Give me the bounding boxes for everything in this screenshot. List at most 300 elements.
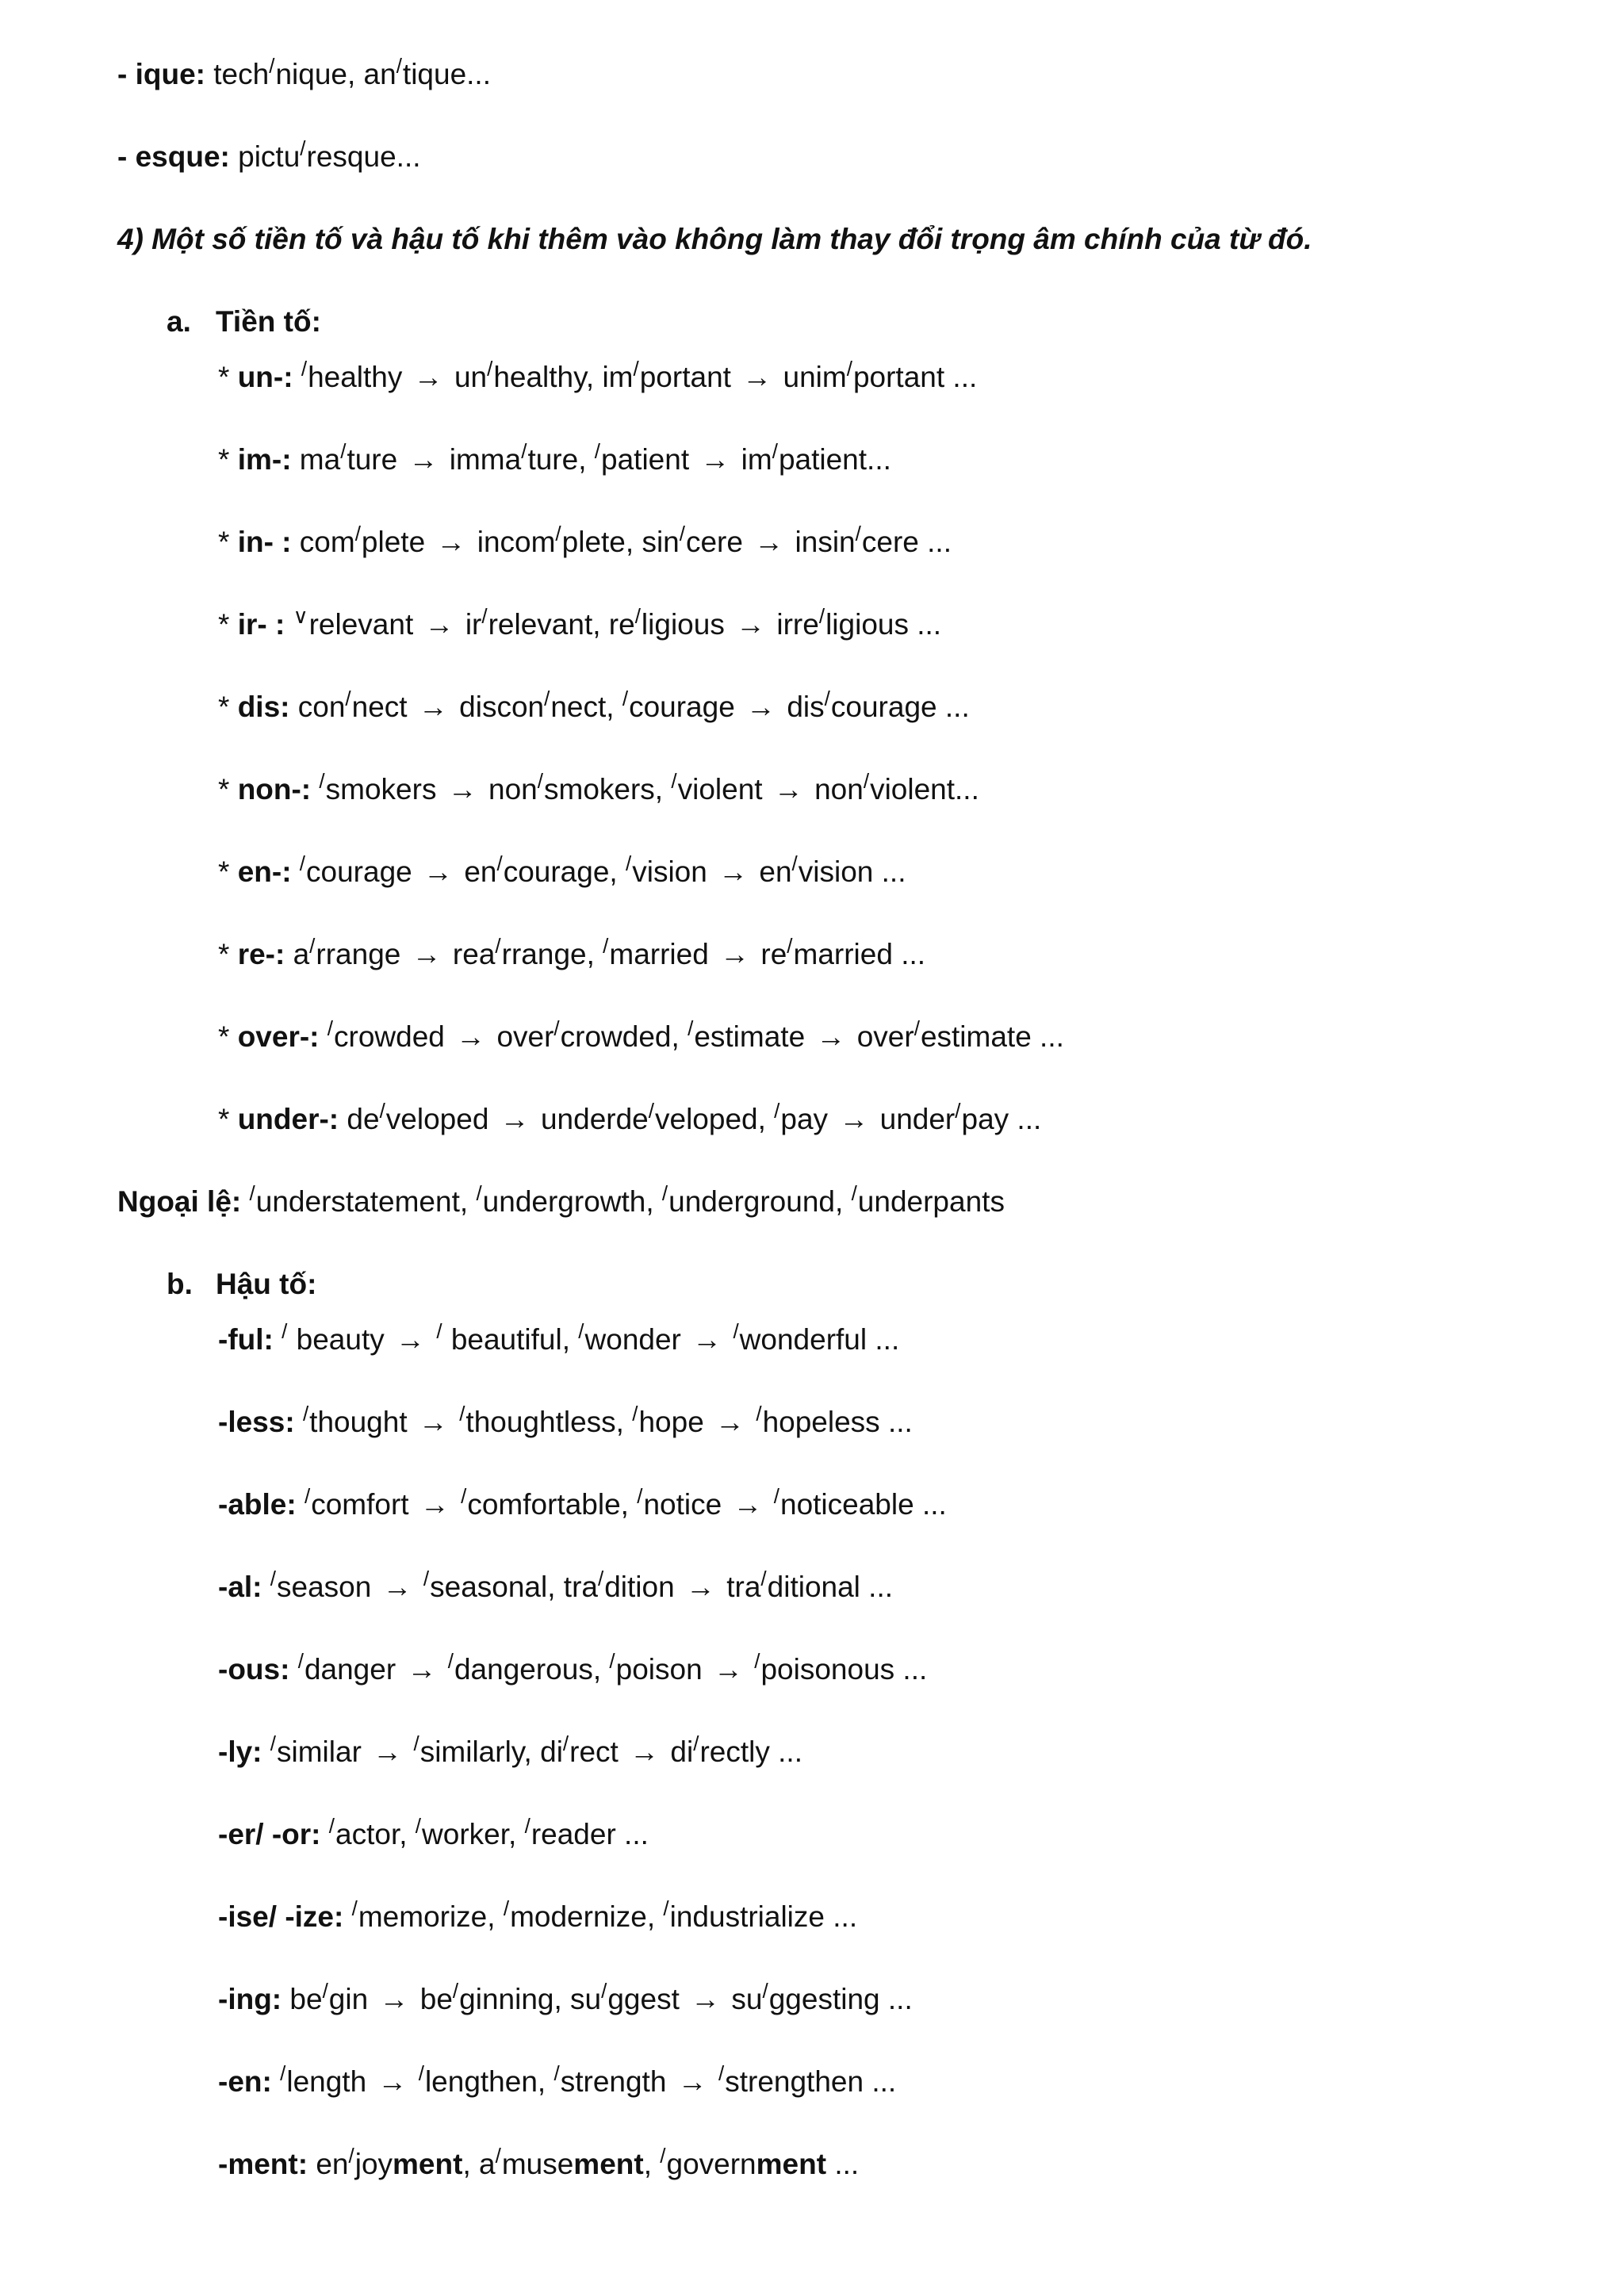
stress-mark-icon: /: [594, 439, 601, 463]
text: re: [760, 938, 787, 970]
stress-mark-icon: /: [524, 1814, 530, 1838]
text: portant: [639, 361, 731, 393]
bold-text: ment: [756, 2148, 827, 2180]
stress-mark-icon: /: [597, 1567, 604, 1590]
stress-mark-icon: /: [351, 1896, 358, 1920]
arrow-icon: →: [711, 938, 758, 970]
bold-text: Ngoại lệ:: [117, 1185, 242, 1218]
bold-text: in- :: [237, 526, 292, 558]
arrow-icon: →: [745, 526, 792, 558]
text: notice: [643, 1488, 722, 1521]
text: plete: [361, 526, 426, 558]
stress-mark-icon: /: [537, 769, 543, 793]
suffix-al: [218, 1568, 893, 1609]
text: poison: [615, 1653, 703, 1686]
bold-text: ir- :: [237, 608, 285, 641]
bold-text: Hậu tố:: [216, 1268, 317, 1300]
text: cere: [685, 526, 743, 558]
stress-mark-icon: /: [622, 687, 629, 710]
text: [285, 608, 293, 641]
text: crowded: [334, 1020, 445, 1053]
stress-mark-icon: /: [304, 1484, 311, 1508]
stress-mark-icon: /: [302, 1402, 309, 1425]
text: rect: [569, 1735, 619, 1768]
text: de: [339, 1103, 380, 1135]
arrow-icon: →: [831, 1103, 877, 1135]
text: beautiful,: [442, 1323, 579, 1356]
text: *: [218, 855, 238, 888]
arrow-icon: →: [765, 773, 812, 806]
arrow-icon: →: [682, 1983, 729, 2015]
bold-text: en-:: [237, 855, 292, 888]
stress-mark-icon: /: [679, 522, 685, 545]
text: estimate ...: [920, 1020, 1064, 1053]
arrow-icon: →: [416, 608, 462, 641]
arrow-icon: →: [410, 691, 457, 723]
text: under: [879, 1103, 956, 1135]
text: nect: [351, 691, 408, 723]
bold-text: -ful:: [218, 1323, 274, 1356]
text: *: [218, 526, 238, 558]
text: healthy: [308, 361, 403, 393]
arrow-icon: →: [733, 361, 780, 393]
text: con: [289, 691, 346, 723]
text: *: [218, 773, 238, 806]
stress-mark-icon: /: [544, 687, 550, 710]
stress-mark-icon: /: [495, 934, 501, 958]
prefix-over: [218, 1018, 1064, 1058]
bold-text: -er/ -or:: [218, 1818, 321, 1850]
stress-mark-icon: /: [661, 1181, 668, 1205]
text: rea: [452, 938, 496, 970]
exceptions: [117, 1183, 1005, 1223]
bold-text: -able:: [218, 1488, 297, 1521]
stress-mark-icon: /: [319, 769, 325, 793]
text: cere ...: [861, 526, 952, 558]
text: plete, sin: [561, 526, 680, 558]
list-label: b.: [167, 1268, 193, 1300]
text: [289, 1653, 297, 1686]
suffix-ment: [218, 2145, 859, 2186]
stress-mark-icon: /: [855, 522, 861, 545]
stress-mark-icon: /: [459, 1402, 465, 1425]
text: courage ...: [830, 691, 970, 723]
text: poisonous ...: [760, 1653, 928, 1686]
text: strength: [560, 2065, 667, 2098]
text: [321, 1818, 329, 1850]
stress-mark-icon: /: [322, 1979, 328, 2003]
text: underde: [540, 1103, 649, 1135]
stress-mark-icon: /: [718, 2061, 725, 2085]
arrow-icon: →: [439, 773, 486, 806]
stress-mark-icon: /: [851, 1181, 857, 1205]
text: hope: [638, 1406, 704, 1438]
text: ligious ...: [825, 608, 942, 641]
stress-mark-icon: /: [787, 934, 793, 958]
bold-text: ment: [573, 2148, 644, 2180]
arrow-icon: →: [447, 1020, 494, 1053]
text: undergrowth,: [482, 1185, 662, 1218]
stress-mark-icon: /: [762, 1979, 768, 2003]
text: underground,: [668, 1185, 852, 1218]
text: [343, 1900, 351, 1933]
text: violent...: [870, 773, 979, 806]
text: comfort: [311, 1488, 409, 1521]
bold-text: -en:: [218, 2065, 272, 2098]
bold-text: over-:: [237, 1020, 320, 1053]
prefix-in: [218, 523, 952, 564]
prefix-dis: [218, 688, 970, 729]
text: be: [282, 1983, 323, 2015]
stress-mark-icon: /: [754, 1649, 760, 1673]
text: married: [609, 938, 709, 970]
text: [295, 1406, 303, 1438]
text: *: [218, 443, 238, 476]
suffix-ous: [218, 1651, 927, 1691]
arrow-icon: →: [710, 855, 756, 888]
text: [320, 1020, 327, 1053]
text: ture,: [527, 443, 595, 476]
arrow-icon: →: [725, 1488, 771, 1521]
prefix-under: [218, 1100, 1041, 1141]
arrow-icon: →: [428, 526, 474, 558]
text: pictu: [229, 140, 301, 173]
stress-mark-icon: /: [345, 687, 351, 710]
text: courage,: [503, 855, 626, 888]
stress-mark-icon: /: [791, 851, 798, 875]
suffix-ing: [218, 1980, 913, 2021]
text: incom: [477, 526, 556, 558]
text: ggest: [607, 1983, 680, 2015]
text: danger: [304, 1653, 396, 1686]
suffix-ful: [218, 1321, 899, 1361]
stress-mark-icon: /: [481, 604, 488, 628]
stress-mark-icon: /: [601, 1979, 607, 2003]
prefix-heading: [167, 303, 321, 341]
stress-mark-icon: /: [660, 2144, 666, 2168]
esque-rule: [117, 138, 421, 178]
text: noticeable ...: [780, 1488, 947, 1521]
stress-mark-icon: /: [249, 1181, 255, 1205]
text: [293, 361, 301, 393]
stress-mark-icon: /: [280, 2061, 286, 2085]
text: season: [277, 1571, 372, 1603]
text: tech: [205, 58, 270, 90]
text: imma: [449, 443, 522, 476]
text: vision: [632, 855, 707, 888]
text: joy: [354, 2148, 393, 2180]
stress-mark-icon: /: [348, 2144, 354, 2168]
text: pay ...: [961, 1103, 1042, 1135]
text: thought: [309, 1406, 408, 1438]
stress-mark-icon: /: [693, 1732, 699, 1755]
stress-mark-icon: /: [555, 522, 561, 545]
text: tique...: [402, 58, 491, 90]
stress-mark-icon: /: [774, 1099, 780, 1123]
stress-mark-icon: /: [603, 934, 609, 958]
text: patient: [601, 443, 690, 476]
text: strengthen ...: [725, 2065, 897, 2098]
arrow-icon: →: [399, 1653, 445, 1686]
bold-text: under-:: [237, 1103, 339, 1135]
prefix-non: [218, 771, 979, 811]
arrow-icon: →: [669, 2065, 715, 2098]
text: *: [218, 1020, 238, 1053]
arrow-icon: →: [707, 1406, 753, 1438]
text: pay: [780, 1103, 829, 1135]
text: *: [218, 608, 238, 641]
text: ,: [643, 2148, 661, 2180]
bold-text: -ment:: [218, 2148, 308, 2180]
text: crowded,: [560, 1020, 688, 1053]
stress-mark-icon: /: [863, 769, 870, 793]
suffix-heading: [167, 1265, 316, 1303]
text: worker,: [422, 1818, 525, 1850]
arrow-icon: →: [677, 1571, 724, 1603]
arrow-icon: →: [374, 1571, 420, 1603]
text: veloped,: [655, 1103, 775, 1135]
text: underpants: [857, 1185, 1005, 1218]
text: non: [814, 773, 864, 806]
suffix-ly: [218, 1733, 802, 1774]
stress-mark-icon: /: [609, 1649, 615, 1673]
arrow-icon: →: [370, 2065, 416, 2098]
bold-text: -ous:: [218, 1653, 290, 1686]
stress-mark-icon: /: [297, 1649, 304, 1673]
text: non: [488, 773, 538, 806]
bold-text: dis:: [237, 691, 290, 723]
stress-mark-icon: /: [824, 687, 830, 710]
text: relevant: [308, 608, 414, 641]
stress-mark-icon: /: [487, 357, 493, 381]
stress-mark-icon: /: [301, 357, 308, 381]
text: govern: [666, 2148, 756, 2180]
text: wonder: [584, 1323, 681, 1356]
prefix-en: [218, 853, 906, 894]
section-heading-text: 4) Một số tiền tố và hậu tố khi thêm vào không làm thay đổi trọng âm chính của từ đó.: [117, 223, 1312, 255]
text: *: [218, 938, 238, 970]
text: estimate: [694, 1020, 806, 1053]
text: com: [291, 526, 355, 558]
bold-text: -ly:: [218, 1735, 262, 1768]
text: married ...: [793, 938, 926, 970]
text: ir: [465, 608, 482, 641]
text: hopeless ...: [762, 1406, 913, 1438]
text: smokers: [325, 773, 437, 806]
text: , a: [462, 2148, 496, 2180]
stress-mark-icon: /: [773, 1484, 779, 1508]
stress-mark-variant-icon: ∨: [293, 604, 308, 628]
stress-mark-icon: /: [955, 1099, 961, 1123]
text: di: [670, 1735, 694, 1768]
text: seasonal, tra: [430, 1571, 598, 1603]
text: similarly, di: [419, 1735, 563, 1768]
text: lengthen,: [424, 2065, 554, 2098]
text: en: [759, 855, 792, 888]
ique-rule: [117, 55, 491, 96]
stress-mark-icon: /: [299, 851, 306, 875]
stress-mark-icon: /: [495, 2144, 501, 2168]
arrow-icon: →: [412, 1488, 458, 1521]
bold-text: im-:: [237, 443, 292, 476]
stress-mark-icon: /: [300, 136, 306, 160]
stress-mark-icon: /: [452, 1979, 459, 2003]
text: comfortable,: [467, 1488, 638, 1521]
stress-mark-icon: /: [818, 604, 825, 628]
arrow-icon: →: [387, 1323, 434, 1356]
bold-text: - esque:: [117, 140, 230, 173]
suffix-en: [218, 2063, 896, 2103]
stress-mark-icon: /: [309, 934, 316, 958]
stress-mark-icon: /: [632, 1402, 638, 1425]
prefix-re: [218, 936, 925, 976]
stress-mark-icon: /: [282, 1319, 288, 1343]
text: reader ...: [530, 1818, 649, 1850]
text: healthy, im: [493, 361, 634, 393]
stress-mark-icon: /: [625, 851, 632, 875]
stress-mark-icon: /: [496, 851, 503, 875]
stress-mark-icon: /: [340, 439, 347, 463]
suffix-er-or: [218, 1816, 649, 1856]
text: [262, 1571, 270, 1603]
text: industrialize ...: [669, 1900, 858, 1933]
text: [272, 2065, 280, 2098]
suffix-less: [218, 1403, 913, 1444]
stress-mark-icon: /: [327, 1016, 334, 1040]
arrow-icon: →: [705, 1653, 752, 1686]
bold-text: -ise/ -ize:: [218, 1900, 344, 1933]
prefix-ir: [218, 606, 941, 646]
text: dition: [604, 1571, 675, 1603]
text: understatement,: [255, 1185, 477, 1218]
text: *: [218, 1103, 238, 1135]
text: rrange: [316, 938, 401, 970]
arrow-icon: →: [400, 443, 446, 476]
stress-mark-icon: /: [637, 1484, 643, 1508]
text: [241, 1185, 249, 1218]
stress-mark-icon: /: [846, 357, 852, 381]
text: [311, 773, 319, 806]
text: length: [286, 2065, 367, 2098]
arrow-icon: →: [621, 1735, 668, 1768]
text: un: [454, 361, 488, 393]
text: nect,: [550, 691, 622, 723]
text: ma: [291, 443, 341, 476]
text: ligious: [641, 608, 725, 641]
text: ...: [826, 2148, 860, 2180]
stress-mark-icon: /: [461, 1484, 467, 1508]
text: beauty: [288, 1323, 385, 1356]
stress-mark-icon: /: [578, 1319, 584, 1343]
text: resque...: [306, 140, 421, 173]
list-label: a.: [167, 305, 191, 338]
stress-mark-icon: /: [270, 1567, 277, 1590]
text: gin: [328, 1983, 369, 2015]
arrow-icon: →: [415, 855, 462, 888]
text: wonderful ...: [739, 1323, 900, 1356]
text: vision ...: [798, 855, 906, 888]
arrow-icon: →: [405, 361, 451, 393]
stress-mark-icon: /: [521, 439, 527, 463]
text: ginning, su: [459, 1983, 602, 2015]
text: nique, an: [275, 58, 396, 90]
stress-mark-icon: /: [671, 769, 677, 793]
text: dangerous,: [454, 1653, 610, 1686]
bold-text: non-:: [237, 773, 312, 806]
stress-mark-icon: /: [648, 1099, 654, 1123]
bold-text: Tiền tố:: [216, 305, 321, 338]
bold-text: un-:: [237, 361, 293, 393]
stress-mark-icon: /: [772, 439, 778, 463]
text: en: [464, 855, 497, 888]
text: a: [285, 938, 310, 970]
arrow-icon: →: [404, 938, 450, 970]
stress-mark-icon: /: [756, 1402, 762, 1425]
stress-mark-icon: /: [688, 1016, 694, 1040]
text: courage: [629, 691, 735, 723]
text: im: [741, 443, 772, 476]
text: insin: [795, 526, 856, 558]
bold-text: -al:: [218, 1571, 262, 1603]
stress-mark-icon: /: [503, 1896, 510, 1920]
suffix-able: [218, 1486, 947, 1526]
text: violent: [677, 773, 763, 806]
stress-mark-icon: /: [415, 1814, 422, 1838]
text: discon: [459, 691, 545, 723]
stress-mark-icon: /: [379, 1099, 385, 1123]
arrow-icon: →: [808, 1020, 854, 1053]
text: be: [419, 1983, 453, 2015]
stress-mark-icon: /: [633, 357, 639, 381]
stress-mark-icon: /: [914, 1016, 920, 1040]
stress-mark-icon: /: [760, 1567, 767, 1590]
text: *: [218, 691, 238, 723]
arrow-icon: →: [371, 1983, 417, 2015]
stress-mark-icon: /: [733, 1319, 739, 1343]
stress-mark-icon: /: [413, 1732, 419, 1755]
text: courage: [306, 855, 412, 888]
text: portant ...: [852, 361, 978, 393]
arrow-icon: →: [692, 443, 738, 476]
text: smokers,: [544, 773, 672, 806]
text: veloped: [385, 1103, 489, 1135]
bold-text: ment: [393, 2148, 463, 2180]
text: muse: [501, 2148, 574, 2180]
stress-mark-icon: /: [269, 54, 275, 78]
stress-mark-icon: /: [447, 1649, 454, 1673]
bold-text: re-:: [237, 938, 285, 970]
stress-mark-icon: /: [396, 54, 402, 78]
text: [262, 1735, 270, 1768]
stress-mark-icon: /: [663, 1896, 669, 1920]
text: en: [308, 2148, 349, 2180]
bold-text: -less:: [218, 1406, 295, 1438]
prefix-un: [218, 358, 977, 399]
arrow-icon: →: [410, 1406, 457, 1438]
text: dis: [787, 691, 825, 723]
text: over: [856, 1020, 914, 1053]
bold-text: - ique:: [117, 58, 205, 90]
arrow-icon: →: [737, 691, 784, 723]
text: *: [218, 361, 238, 393]
text: over: [496, 1020, 554, 1053]
text: [274, 1323, 282, 1356]
stress-mark-icon: /: [553, 2061, 560, 2085]
stress-mark-icon: /: [418, 2061, 424, 2085]
text: unim: [783, 361, 847, 393]
text: rrange,: [501, 938, 603, 970]
stress-mark-icon: /: [476, 1181, 482, 1205]
